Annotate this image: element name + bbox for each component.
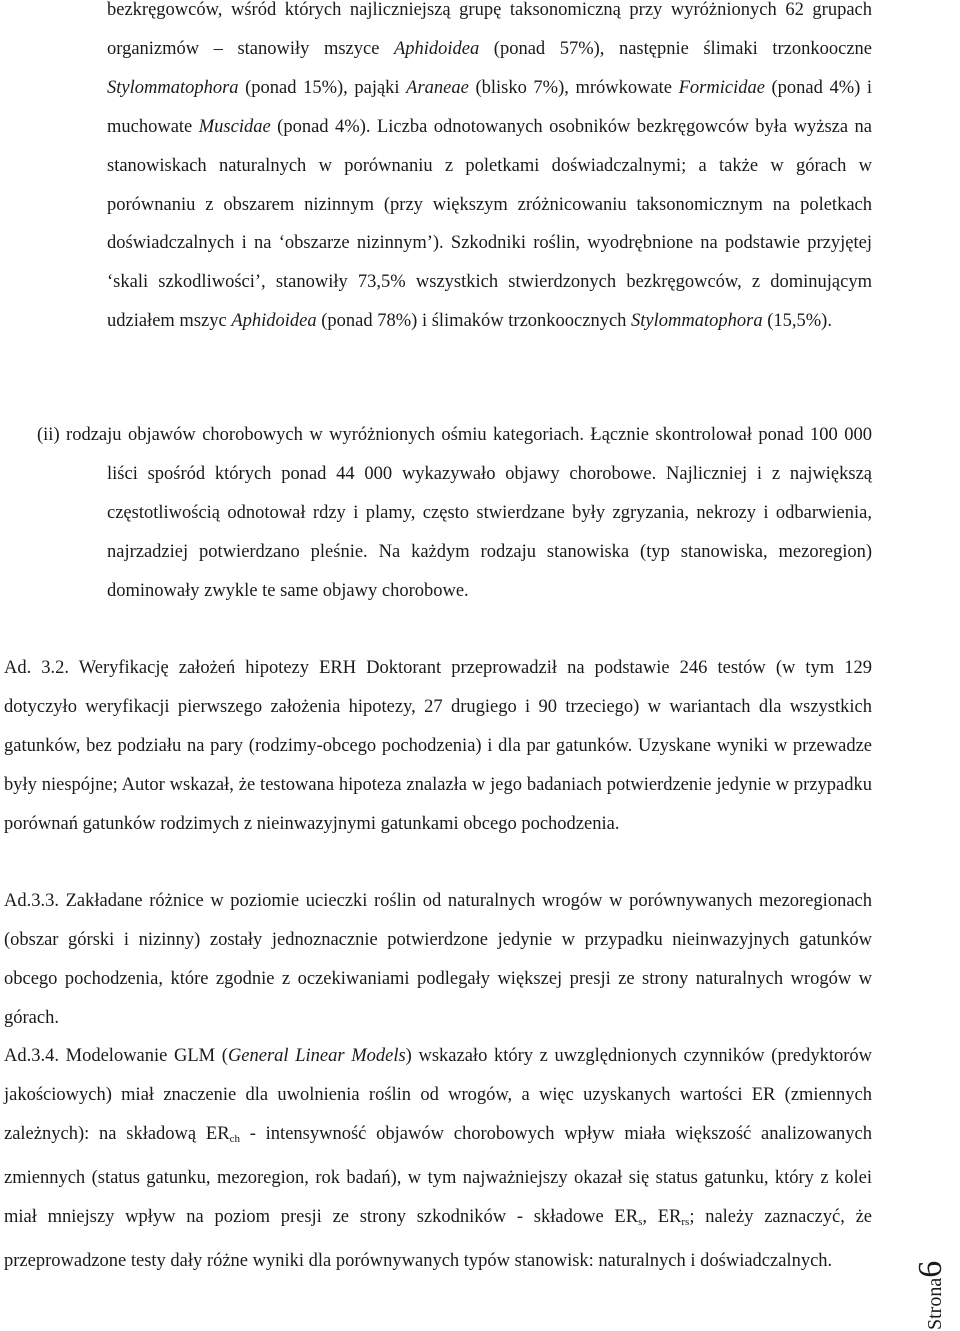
page-number xyxy=(912,1261,950,1330)
page-label: Strona xyxy=(924,1277,946,1330)
paragraph-invertebrates: bezkręgowców, wśród których najliczniejszą grupę taksonomiczną przy wyróżnionych 62 grupach organizmów – stanowiły mszyce Aphidoidea (ponad 57%), następnie ślimaki trzonkooczne Stylommatophora (ponad 15%), pająki Araneae (blisko 7%), mrówkowate Formicidae (ponad 4%) i muchowate Muscidae (ponad 4%). Liczba odnotowanych osobników bezkręgowców była wyższa na stanowiskach naturalnych w porównaniu z poletkami doświadczalnymi; a także w górach w porównaniu z obszarem nizinnym (przy większym zróżnicowaniu taksonomicznym na poletkach doświadczalnych i na ‘obszarze nizinnym’). Szkodniki roślin, wyodrębnione na podstawie przyjętej ‘skali szkodliwości’, stanowiły 73,5% wszystkich stwierdzonych bezkręgowców, z dominującym udziałem mszyc Aphidoidea (ponad 78%) i ślimaków trzonkoocznych Stylommatophora (15,5%). xyxy=(107,0,873,332)
paragraph-ad-3-2: Ad. 3.2. Weryfikację założeń hipotezy ERH Doktorant przeprowadził na podstawie 246 testów (w tym 129 dotyczyło weryfikacji pierwszego założenia hipotezy, 27 drugiego i 90 trzeciego) w wariantach dla wszystkich gatunków, bez podziału na pary (rodzimy-obcego pochodzenia) i dla par gatunków. Uzyskane wyniki w przewadze były niespójne; Autor wskazał, że testowana hipoteza znalazła w jego badaniach potwierdzenie jedynie w przypadku porównań gatunków rodzimych z nieinwazyjnymi gatunkami obcego pochodzenia. xyxy=(4,658,872,834)
paragraph-ad-3-4: Ad.3.4. Modelowanie GLM (General Linear Models) wskazało który z uwzględnionych czynników (predyktorów jakościowych) miał znaczenie dla uwolnienia roślin od wrogów, a więc uzyskanych wartości ER (zmiennych zależnych): na składową $ER_{ch}$ - intensywność objawów chorobowych wpływ miała większość analizowanych zmiennych (status gatunku, mezoregion, rok badań), w tym najważniejszy okazał się status gatunku, który z kolei miał mniejszy wpływ na poziom presji ze strony szkodników - składowe $ER_s$, $ER_{rs}$; należy zaznaczyć, że przeprowadzone testy dały różne wyniki dla porównywanych typów stanowisk: naturalnych i doświadczalnych. xyxy=(4,1046,872,1271)
paragraph-ad-3-3: Ad.3.3. Zakładane różnice w poziomie ucieczki roślin od naturalnych wrogów w porównywanych mezoregionach (obszar górski i nizinny) zostały jednoznacznie potwierdzone jedynie w przypadku nieinwazyjnych gatunków obcego pochodzenia, które zgodnie z oczekiwaniami podlegały większej presji ze strony naturalnych wrogów w górach. xyxy=(4,891,872,1028)
page-number-value: 6 xyxy=(912,1260,949,1278)
paragraph-disease-symptoms: (ii) rodzaju objawów chorobowych w wyróżnionych ośmiu kategoriach. Łącznie skontrolował ponad 100 000 liści spośród których ponad 44 000 wykazywało objawy chorobowe. Najliczniej i z największą częstotliwością odnotował rdzy i plamy, często stwierdzane były zgryzania, nekrozy i odbarwienia, najrzadziej potwierdzano pleśnie. Na każdym rodzaju stanowiska (typ stanowiska, mezoregion) dominowały zwykle te same objawy chorobowe. xyxy=(37,425,872,601)
